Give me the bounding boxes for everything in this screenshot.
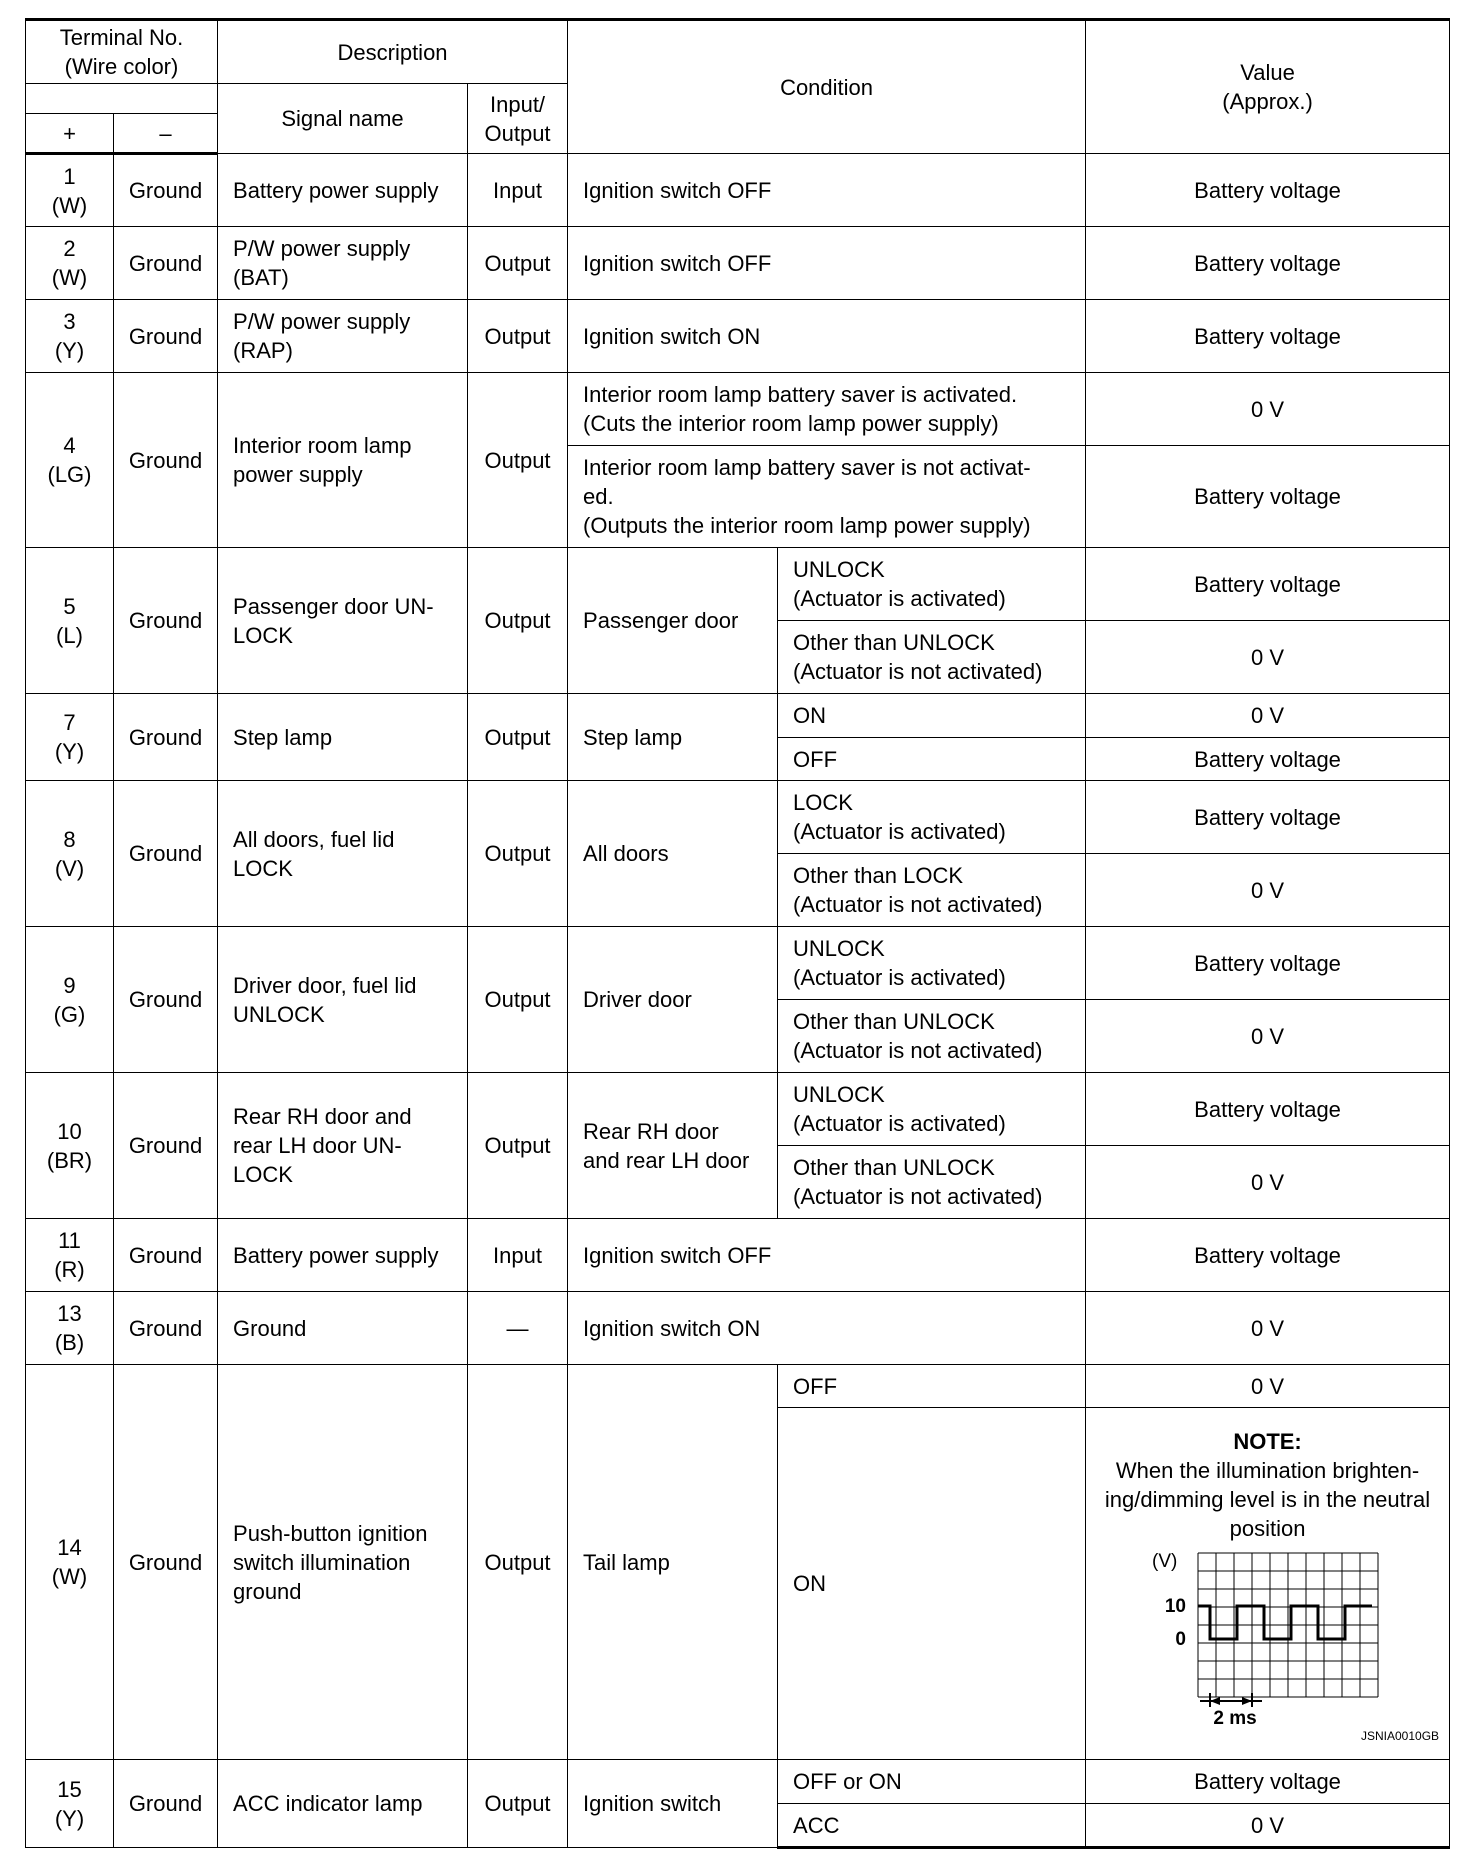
header-value: Value (Approx.)	[1086, 20, 1450, 154]
terminal-number: 14 (W)	[26, 1365, 114, 1760]
io-type: Output	[468, 300, 568, 373]
scope-low-label: 0	[1174, 1628, 1186, 1650]
sub-condition: ON	[778, 1408, 1086, 1760]
condition: Ignition switch OFF	[568, 154, 1086, 227]
condition: Ignition switch OFF	[568, 1219, 1086, 1292]
table-row	[26, 1073, 1450, 1146]
signal-name: All doors, fuel lid LOCK	[218, 781, 468, 927]
terminal-minus: Ground	[114, 548, 218, 694]
condition: Ignition switch OFF	[568, 227, 1086, 300]
io-type: Output	[468, 1073, 568, 1219]
value: Battery voltage	[1086, 300, 1450, 373]
terminal-number: 7 (Y)	[26, 694, 114, 781]
terminal-minus: Ground	[114, 154, 218, 227]
condition: All doors	[568, 781, 778, 927]
header-input-output: Input/ Output	[468, 84, 568, 154]
value-note	[1086, 1408, 1450, 1760]
value: Battery voltage	[1086, 927, 1450, 1000]
table-row	[26, 1219, 1450, 1292]
signal-name: Battery power supply	[218, 154, 468, 227]
terminal-number: 9 (G)	[26, 927, 114, 1073]
terminal-number: 1 (W)	[26, 154, 114, 227]
signal-name: Rear RH door and rear LH door UN- LOCK	[218, 1073, 468, 1219]
value: 0 V	[1086, 1000, 1450, 1073]
header-condition: Condition	[568, 20, 1086, 154]
table-row	[26, 1365, 1450, 1408]
value: Battery voltage	[1086, 1760, 1450, 1804]
value: Battery voltage	[1086, 1073, 1450, 1146]
io-type: Output	[468, 373, 568, 548]
terminal-minus: Ground	[114, 927, 218, 1073]
signal-name: Driver door, fuel lid UNLOCK	[218, 927, 468, 1073]
header-terminal-no: Terminal No. (Wire color)	[26, 20, 218, 84]
figure-code: JSNIA0010GB	[1361, 1728, 1440, 1743]
value: 0 V	[1086, 1804, 1450, 1848]
table-row	[26, 1760, 1450, 1804]
sub-condition: OFF or ON	[778, 1760, 1086, 1804]
value: 0 V	[1086, 694, 1450, 738]
terminal-minus: Ground	[114, 781, 218, 927]
table-row	[26, 927, 1450, 1000]
condition: Ignition switch ON	[568, 300, 1086, 373]
value: 0 V	[1086, 1365, 1450, 1408]
condition: Interior room lamp battery saver is not activat- ed. (Outputs the interior room lamp power supply)	[568, 446, 1086, 548]
terminal-minus: Ground	[114, 1219, 218, 1292]
terminal-minus: Ground	[114, 1365, 218, 1760]
io-type: Output	[468, 781, 568, 927]
value: Battery voltage	[1086, 781, 1450, 854]
io-type: Output	[468, 694, 568, 781]
terminal-minus: Ground	[114, 373, 218, 548]
io-type: Input	[468, 1219, 568, 1292]
value: 0 V	[1086, 1292, 1450, 1365]
terminal-minus: Ground	[114, 227, 218, 300]
time-scale-marker	[1200, 1693, 1262, 1709]
condition: Driver door	[568, 927, 778, 1073]
terminal-number: 15 (Y)	[26, 1760, 114, 1848]
signal-name: P/W power supply (BAT)	[218, 227, 468, 300]
header-description: Description	[218, 20, 568, 84]
condition: Interior room lamp battery saver is activated. (Cuts the interior room lamp power supply)	[568, 373, 1086, 446]
value: Battery voltage	[1086, 154, 1450, 227]
signal-name: P/W power supply (RAP)	[218, 300, 468, 373]
terminal-minus: Ground	[114, 1073, 218, 1219]
signal-name: Battery power supply	[218, 1219, 468, 1292]
value: Battery voltage	[1086, 1219, 1450, 1292]
scope-time-label: 2 ms	[1212, 1707, 1257, 1727]
condition: Passenger door	[568, 548, 778, 694]
sub-condition: Other than UNLOCK (Actuator is not activated)	[778, 1146, 1086, 1219]
terminal-minus: Ground	[114, 1292, 218, 1365]
sub-condition: ON	[778, 694, 1086, 738]
io-type: Input	[468, 154, 568, 227]
table-row	[26, 1292, 1450, 1365]
table-row	[26, 227, 1450, 300]
condition: Ignition switch	[568, 1760, 778, 1848]
note-line: ing/dimming level is in the neutral	[1104, 1486, 1431, 1512]
terminal-number: 10 (BR)	[26, 1073, 114, 1219]
note-line: When the illumination brighten-	[1115, 1457, 1420, 1483]
sub-condition: Other than LOCK (Actuator is not activated)	[778, 854, 1086, 927]
terminal-spec-table	[25, 18, 1450, 1849]
note-title: NOTE:	[1233, 1428, 1302, 1454]
sub-condition: Other than UNLOCK (Actuator is not activated)	[778, 621, 1086, 694]
value: Battery voltage	[1086, 227, 1450, 300]
value: Battery voltage	[1086, 738, 1450, 781]
io-type: Output	[468, 1365, 568, 1760]
terminal-minus: Ground	[114, 1760, 218, 1848]
condition: Tail lamp	[568, 1365, 778, 1760]
sub-condition: UNLOCK (Actuator is activated)	[778, 927, 1086, 1000]
io-type: Output	[468, 227, 568, 300]
sub-condition: Other than UNLOCK (Actuator is not activated)	[778, 1000, 1086, 1073]
condition: Step lamp	[568, 694, 778, 781]
value: 0 V	[1086, 621, 1450, 694]
io-type: Output	[468, 548, 568, 694]
table-row	[26, 548, 1450, 621]
io-type: Output	[468, 927, 568, 1073]
scope-unit-label: (V)	[1151, 1550, 1177, 1572]
terminal-number: 13 (B)	[26, 1292, 114, 1365]
oscilloscope-waveform	[1138, 1547, 1398, 1727]
header-signal-name: Signal name	[218, 84, 468, 154]
table-row	[26, 373, 1450, 446]
signal-name: Push-button ignition switch illumination ground	[218, 1365, 468, 1760]
condition: Ignition switch ON	[568, 1292, 1086, 1365]
terminal-number: 11 (R)	[26, 1219, 114, 1292]
terminal-number: 8 (V)	[26, 781, 114, 927]
terminal-number: 3 (Y)	[26, 300, 114, 373]
value: Battery voltage	[1086, 446, 1450, 548]
terminal-number: 5 (L)	[26, 548, 114, 694]
terminal-minus: Ground	[114, 300, 218, 373]
terminal-number: 2 (W)	[26, 227, 114, 300]
value: Battery voltage	[1086, 548, 1450, 621]
sub-condition: ACC	[778, 1804, 1086, 1848]
signal-name: ACC indicator lamp	[218, 1760, 468, 1848]
signal-name: Passenger door UN- LOCK	[218, 548, 468, 694]
sub-condition: OFF	[778, 738, 1086, 781]
value: 0 V	[1086, 854, 1450, 927]
terminal-minus: Ground	[114, 694, 218, 781]
table-row	[26, 781, 1450, 854]
signal-name: Ground	[218, 1292, 468, 1365]
table-row	[26, 154, 1450, 227]
note-line: position	[1229, 1515, 1306, 1541]
sub-condition: LOCK (Actuator is activated)	[778, 781, 1086, 854]
signal-name: Interior room lamp power supply	[218, 373, 468, 548]
signal-name: Step lamp	[218, 694, 468, 781]
header-minus: –	[114, 114, 218, 154]
io-type: Output	[468, 1760, 568, 1848]
table-row	[26, 694, 1450, 738]
io-type: —	[468, 1292, 568, 1365]
header-spacer	[26, 84, 218, 114]
sub-condition: UNLOCK (Actuator is activated)	[778, 548, 1086, 621]
scope-grid	[1198, 1553, 1378, 1697]
square-wave-trace	[1198, 1606, 1372, 1639]
condition: Rear RH door and rear LH door	[568, 1073, 778, 1219]
scope-high-label: 10	[1164, 1595, 1186, 1617]
table-row	[26, 300, 1450, 373]
sub-condition: OFF	[778, 1365, 1086, 1408]
terminal-number: 4 (LG)	[26, 373, 114, 548]
sub-condition: UNLOCK (Actuator is activated)	[778, 1073, 1086, 1146]
value: 0 V	[1086, 1146, 1450, 1219]
header-plus: +	[26, 114, 114, 154]
value: 0 V	[1086, 373, 1450, 446]
